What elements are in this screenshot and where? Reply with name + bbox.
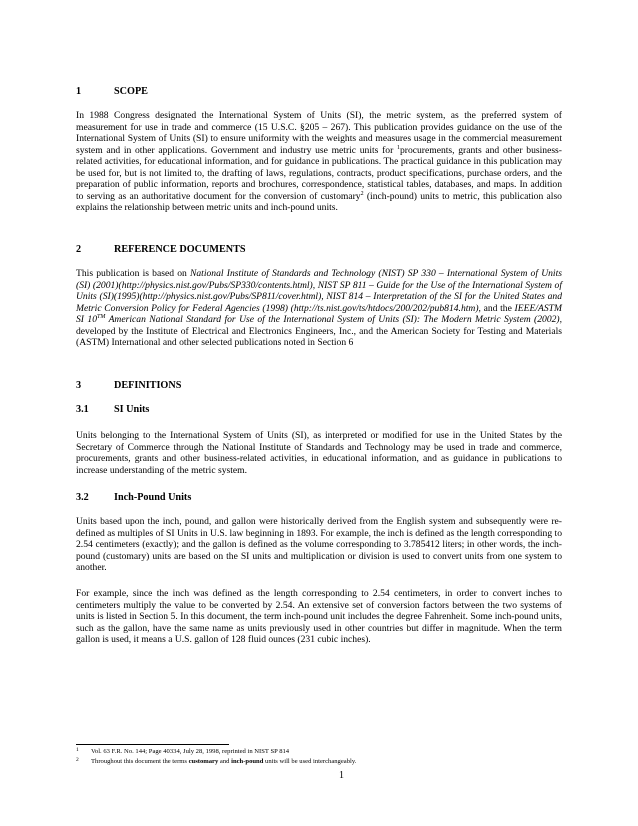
section-number: 3 [76, 380, 82, 391]
footnote-text: and [218, 758, 232, 765]
section-number: 2 [76, 244, 82, 255]
section-title: SI Units [114, 404, 150, 415]
citation-text: National Institute of Standards and Technology (NIST) SP 330 – International System of Units (SI) (2001)(http://physics.nist.gov/Pubs/SP330/contents.html), NIST SP 811 – Guide for the Use of the International System of Units (SI)(1995)(http://physics.nist.gov/Pubs/SP811/cover.html), NIST 814 – Interpretation of the SI for the United States and Metric Conversion Policy for Federal Agencies (1998) (http://ts.nist.gov/ts/htdocs/200/202/pub814.htm), [76, 268, 562, 314]
section-heading-reference-documents [76, 244, 246, 256]
text-run: This publication is based on [76, 268, 190, 279]
section-heading-inch-pound [76, 492, 191, 504]
footnote-1 [76, 746, 289, 756]
footnote-text: Vol. 63 F.R. No. 144; Page 40334, July 28, 1998, reprinted in NIST SP 814 [91, 748, 290, 755]
footnote-2 [76, 756, 356, 766]
footnote-mark: 1 [76, 747, 79, 753]
inch-pound-paragraph-1: Units based upon the inch, pound, and gallon were historically derived from the English system and subsequently were re-defined as multiples of SI Units in U.S. law beginning in 1893. For example, the inch is defined as the length corresponding to 2.54 centimeters (exactly); and the gallon is defined as the volume corresponding to 3.785412 liters; in other words, the inch-pound (customary) units are based on the SI units and multiplication or division is used to convert units from one system to another. [76, 516, 563, 574]
footnote-term: customary [188, 758, 219, 765]
footnote-term: inch-pound [231, 758, 264, 765]
section-heading-definitions [76, 380, 181, 392]
footnote-text: units will be used interchangeably. [263, 758, 357, 765]
section-title: DEFINITIONS [114, 380, 182, 391]
footnote-ref: 2 [360, 190, 364, 197]
citation-text: American National Standard for Use of the International System of Units (SI): The Modern Metric System (2002), [105, 314, 563, 326]
section-title: REFERENCE DOCUMENTS [114, 244, 246, 255]
text-run: (inch-pound) units to metric, this publication also explains the relationship between metric units and inch-pound units. [76, 190, 562, 214]
section-heading-scope [76, 86, 148, 98]
page-number: 1 [339, 770, 344, 781]
section-heading-si-units [76, 404, 149, 416]
footnote-ref: 1 [396, 144, 400, 151]
citation-text: IEEE/ASTM SI 10 [76, 302, 562, 326]
footnote-text: Throughout this document the terms [91, 758, 189, 765]
section-title: Inch-Pound Units [114, 492, 192, 503]
section-title: SCOPE [114, 86, 148, 97]
text-run: developed by the Institute of Electrical and Electronics Engineers, Inc., and the American Society for Testing and Materials (ASTM) International and other selected publications noted in Section 6 [76, 325, 562, 349]
section-number: 3.1 [76, 404, 89, 415]
text-run: procurements, grants and other business-related activities, for educational information, and for guidance in publications. The practical guidance in this publication may be used for, but is not limited to, the drafting of laws, regulations, contracts, product specifications, purchase orders, and the preparation of public information, reports and brochures, correspondence, statistical tables, databases, and maps. In addition to serving as an authoritative document for the conversion of customary [76, 144, 562, 202]
inch-pound-paragraph-2: For example, since the inch was defined as the length corresponding to 2.54 centimeters, in order to convert inches to centimeters multiply the value to be converted by 2.54. An extensive set of conversion factors between the two systems of units is listed in Section 5. In this document, the term inch-pound unit includes the degree Fahrenheit. Some inch-pound units, such as the gallon, have the same name as units previously used in other countries but differ in magnitude. When the term gallon is used, it means a U.S. gallon of 128 fluid ounces (231 cubic inches). [76, 588, 562, 646]
scope-paragraph [76, 110, 562, 214]
section-number: 1 [76, 86, 82, 97]
text-run: and the [480, 302, 515, 314]
reference-paragraph [76, 268, 562, 349]
footnote-mark: 2 [76, 757, 79, 763]
footnote-divider [76, 744, 229, 745]
text-run: In 1988 Congress designated the International System of Units (SI), the metric system, as the preferred system of measurement for use in trade and commerce (15 U.S.C. §205 – 267). This publication provides guidance on the use of the International System of Units (SI) to ensure uniformity with the weights and measures usage in the commercial measurement system and in other applications. Government and industry use metric units for [76, 110, 562, 156]
section-number: 3.2 [76, 492, 89, 503]
trademark-mark: TM [97, 314, 106, 321]
si-units-paragraph: Units belonging to the International System of Units (SI), as interpreted or modified for use in the United States by the Secretary of Commerce through the National Institute of Standards and Technology may be used in trade and commerce, procurements, grants and other business-related activities, in educational information, and as guidance in publications to increase understanding of the metric system. [76, 430, 562, 476]
